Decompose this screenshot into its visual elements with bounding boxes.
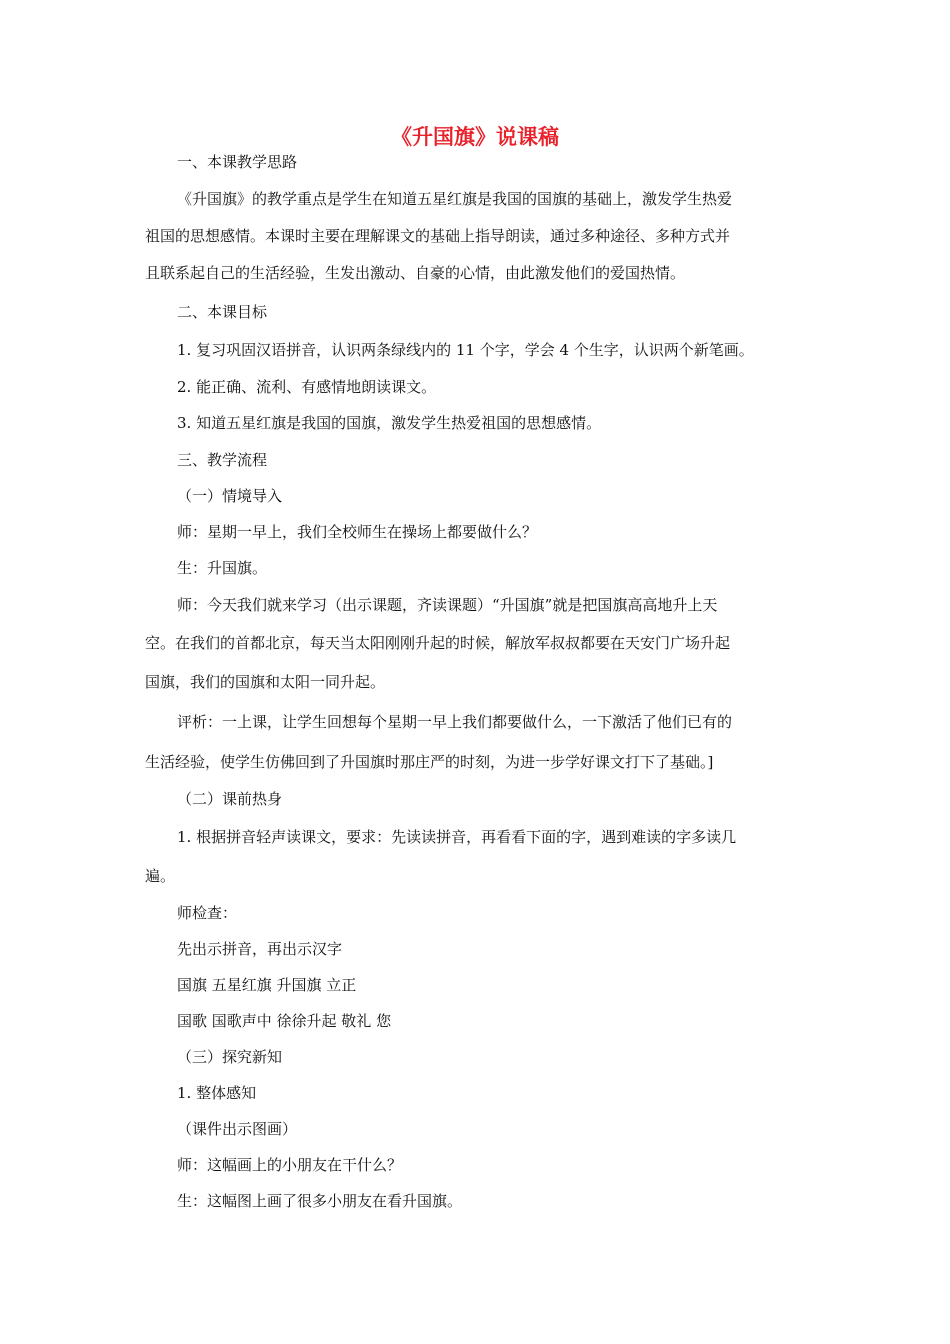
section-heading-3: 三、教学流程: [177, 451, 268, 469]
paragraph-line: 生活经验，使学生仿佛回到了升国旗时那庄严的时刻，为进一步学好课文打下了基础。]: [145, 753, 714, 771]
vocabulary-row-2: 国歌 国歌声中 徐徐升起 敬礼 您: [177, 1012, 392, 1030]
subsection-heading-1: （一）情境导入: [177, 487, 283, 505]
vocabulary-row-1: 国旗 五星红旗 升国旗 立正: [177, 976, 357, 994]
goal-item-3: 3. 知道五星红旗是我国的国旗，激发学生热爱祖国的思想感情。: [177, 414, 602, 432]
paragraph-line: 空。在我们的首都北京，每天当太阳刚刚升起的时候，解放军叔叔都要在天安门广场升起: [145, 634, 731, 652]
dialogue-line: 生：升国旗。: [177, 559, 268, 577]
step-item-1: 1. 根据拼音轻声读课文，要求：先读读拼音，再看看下面的字，遇到难读的字多读几: [177, 828, 737, 846]
subsection-heading-3: （三）探究新知: [177, 1048, 283, 1066]
goal-item-2: 2. 能正确、流利、有感情地朗读课文。: [177, 378, 437, 396]
paragraph-line: （课件出示图画）: [177, 1120, 298, 1138]
subsection-heading-2: （二）课前热身: [177, 790, 283, 808]
section-heading-1: 一、本课教学思路: [177, 153, 298, 171]
comment-line: 评析：一上课，让学生回想每个星期一早上我们都要做什么，一下激活了他们已有的: [177, 713, 733, 731]
dialogue-line: 师：这幅画上的小朋友在干什么？: [177, 1156, 403, 1174]
dialogue-line: 师：今天我们就来学习（出示课题，齐读课题）“升国旗”就是把国旗高高地升上天: [177, 596, 718, 614]
paragraph-line: 《升国旗》的教学重点是学生在知道五星红旗是我国的国旗的基础上，激发学生热爱: [177, 190, 733, 208]
document-title: 《升国旗》说课稿: [391, 124, 559, 149]
paragraph-line: 祖国的思想感情。本课时主要在理解课文的基础上指导朗读，通过多种途径、多种方式并: [145, 227, 731, 245]
section-heading-2: 二、本课目标: [177, 303, 268, 321]
step-item-2: 1. 整体感知: [177, 1084, 257, 1102]
dialogue-line: 生：这幅图上画了很多小朋友在看升国旗。: [177, 1192, 463, 1210]
goal-item-1: 1. 复习巩固汉语拼音，认识两条绿线内的 11 个字，学会 4 个生字，认识两个新笔画。: [177, 341, 754, 359]
paragraph-line: 国旗，我们的国旗和太阳一同升起。: [145, 673, 386, 691]
dialogue-line: 师：星期一早上，我们全校师生在操场上都要做什么？: [177, 523, 538, 541]
paragraph-line: 师检查：: [177, 904, 238, 922]
paragraph-line: 遍。: [145, 867, 176, 885]
paragraph-line: 且联系起自己的生活经验，生发出激动、自豪的心情，由此激发他们的爱国热情。: [145, 264, 686, 282]
paragraph-line: 先出示拼音，再出示汉字: [177, 940, 343, 958]
